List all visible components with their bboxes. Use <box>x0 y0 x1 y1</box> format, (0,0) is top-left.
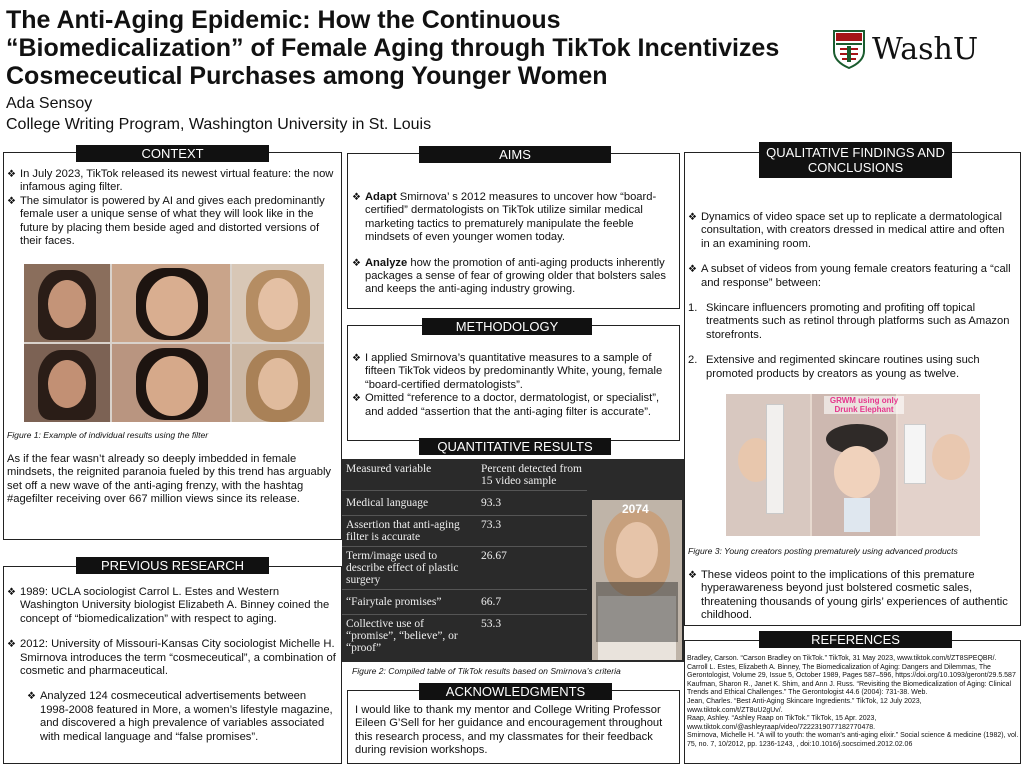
figure-1-caption: Figure 1: Example of individual results using the filter <box>7 430 209 440</box>
list-item: ❖ 1989: UCLA sociologist Carrol L. Estes and Western Washington University biologist Elizabeth A. Binney coined the concept of “biomedicalization” with respect to aging. <box>7 586 330 625</box>
author-name: Ada Sensoy <box>6 95 93 112</box>
video-overlay-text: GRWM using only Drunk Elephant <box>824 396 904 414</box>
aims-heading: AIMS <box>419 146 611 163</box>
table-row <box>342 547 587 590</box>
row-value: 53.3 <box>481 618 502 630</box>
column-header: Measured variable <box>342 460 477 491</box>
table-row <box>342 516 587 547</box>
row-value: 26.67 <box>477 547 587 590</box>
washu-logo <box>832 28 1012 70</box>
table-header-row <box>342 460 587 491</box>
row-value: 66.7 <box>477 590 587 615</box>
reference-entry: Carroll L. Estes, Elizabeth A. Binney, The Biomedicalization of Aging: Dangers and Dilemmas, The Gerontologist, Volume 29, Issue 5, October 1989, Pages 587–596, https://doi.org/10.1093/geront/29.5.587 <box>687 663 1016 680</box>
row-label: Medical language <box>342 491 477 516</box>
references-list <box>687 655 1019 750</box>
title-line-2: “Biomedicalization” of Female Aging through TikTok Incentivizes <box>6 34 780 62</box>
dermatologist-video-image <box>592 500 682 660</box>
reference-entry: Bradley, Carson. “Carson Bradley on TikTok.” TikTok, 31 May 2023, www.tiktok.com/t/ZT8SPEQBR/. <box>687 655 997 662</box>
row-label: Term/image used to describe effect of plastic surgery <box>342 547 477 590</box>
results-table <box>342 460 587 657</box>
reference-entry: Raap, Ashley. “Ashley Raap on TikTok.” TikTok, 15 Apr. 2023, www.tiktok.com/@ashleyraap/video/7222319077182770478. <box>687 715 877 731</box>
numbered-item: 2. Extensive and regimented skincare routines using such promoted products by creators as young as twelve. <box>688 354 980 380</box>
list-item: ❖ I applied Smirnova’s quantitative measures to a sample of fifteen TikTok videos by predominantly White, young, female “board-certified dermatologists”. <box>352 352 663 391</box>
context-bullet: ❖ The simulator is powered by AI and gives each predominantly female user a unique sense of what they will look like in the future by placing them beside aged and distorted versions of their faces. <box>7 194 325 248</box>
title-line-1: The Anti-Aging Epidemic: How the Continuous <box>6 6 561 34</box>
methodology-heading: METHODOLOGY <box>422 318 592 335</box>
context-bullet: ❖ In July 2023, TikTok released its newest virtual feature: the now infamous aging filter. <box>7 168 334 194</box>
list-item: ❖ These videos point to the implications of this premature hyperawareness beyond just bolstered cosmetic sales, threatening thousands of young girls’ experiences of authentic childhood. <box>688 569 1008 622</box>
list-item: ❖ Analyze how the promotion of anti-aging products inherently packages a sense of fear of growing older that bolsters sales and keeps the anti-aging industry growing. <box>352 256 666 296</box>
context-heading: CONTEXT <box>76 145 269 162</box>
reference-entry: Smirnova, Michelle H. “A will to youth: the woman’s anti-aging elixir.” Social science & medicine (1982), vol. 75, no. 7, 10/2012, pp. 1236-1243, , doi:10.1016/j.socscimed.2012.02.06 <box>687 732 1019 748</box>
filter-collage-image <box>24 264 324 422</box>
row-value: 93.3 <box>477 491 587 516</box>
row-label: “Fairytale promises” <box>342 590 477 615</box>
numbered-item: 1. Skincare influencers promoting and profiting off topical treatments such as retinol through platforms such as Amazon storefronts. <box>688 302 1010 341</box>
poster-title <box>6 6 826 90</box>
previous-research-list <box>7 586 337 744</box>
video-view-count: 2074 <box>622 502 649 516</box>
list-item: ❖ A subset of videos from young female creators featuring a “call and response” between: <box>688 263 1011 289</box>
reference-entry: Jean, Charles. “Best Anti-Aging Skincare Ingredients.” TikTok, 12 July 2023, www.tiktok.com/t/ZT8uU2gUv/. <box>687 697 922 714</box>
context-bullets <box>7 168 337 248</box>
table-row <box>342 615 587 658</box>
findings-heading: QUALITATIVE FINDINGS AND CONCLUSIONS <box>759 142 952 178</box>
washu-shield-icon <box>832 29 866 69</box>
quantitative-heading: QUANTITATIVE RESULTS <box>419 438 611 455</box>
aims-list <box>352 191 676 297</box>
list-sub-item: ❖ Analyzed 124 cosmeceutical advertisements between 1998-2008 featured in More, a women’s lifestyle magazine, and discovered a high prevalence of variables associated with medical language and “false promises”. <box>27 690 333 743</box>
row-label: Assertion that anti-aging filter is accurate <box>342 516 477 547</box>
figure-3-caption: Figure 3: Young creators posting prematurely using advanced products <box>688 546 958 556</box>
list-item: ❖ 2012: University of Missouri-Kansas City sociologist Michelle H. Smirnova introduces the term “cosmeceutical”, a combination of cosmetic and pharmaceutical. <box>7 638 336 678</box>
figure-2-caption: Figure 2: Compiled table of TikTok results based on Smirnova’s criteria <box>352 666 621 676</box>
references-heading: REFERENCES <box>759 631 952 648</box>
methodology-list <box>352 352 676 419</box>
findings-text-top <box>688 211 1016 381</box>
acknowledgments-text: I would like to thank my mentor and College Writing Professor Eileen G’Sell for her guidance and encouragement throughout this research process, and my classmates for their feedback during revision workshops. <box>355 704 663 757</box>
logo-text: WashU <box>872 31 979 67</box>
findings-text-bottom <box>688 569 1016 623</box>
list-item: ❖ Omitted “reference to a doctor, dermatologist, or specialist”, and added “assertion that the anti-aging filter is accurate”. <box>352 392 660 418</box>
list-item: ❖ Dynamics of video space set up to replicate a dermatological consultation, with creators dressed in medical attire and often in an examining room. <box>688 211 1005 250</box>
young-creators-image <box>726 394 980 536</box>
row-value: 73.3 <box>477 516 587 547</box>
context-paragraph: As if the fear wasn’t already so deeply imbedded in female mindsets, the reignited paranoia fueled by this trend has arguably set off a new wave of the anti-aging frenzy, with the hashtag #agefilter receiving over 667 million views since its release. <box>7 453 332 506</box>
reference-entry: Kaufman, Sharon R., Janet K. Shim, and Ann J. Russ. “Revisiting the Biomedicalization of Aging: Clinical Trends and Ethical Challenges.” The Gerontologist 44.6 (2004): 731-38. Web. <box>687 680 1012 697</box>
title-line-3: Cosmeceutical Purchases among Younger Women <box>6 62 608 90</box>
author-affiliation: College Writing Program, Washington University in St. Louis <box>6 116 432 133</box>
table-row <box>342 491 587 516</box>
table-row <box>342 590 587 615</box>
acknowledgments-heading: ACKNOWLEDGMENTS <box>419 683 612 700</box>
list-item: ❖ Adapt Smirnova’ s 2012 measures to uncover how “board-certified” dermatologists on TikTok utilize similar medical marketing tactics to prematurely manipulate the feeble mindsets of even younger women today. <box>352 191 657 244</box>
column-header: Percent detected from 15 video sample <box>477 460 587 491</box>
row-label: Collective use of “promise”, “believe”, or “proof” <box>346 618 458 654</box>
previous-research-heading: PREVIOUS RESEARCH <box>76 557 269 574</box>
